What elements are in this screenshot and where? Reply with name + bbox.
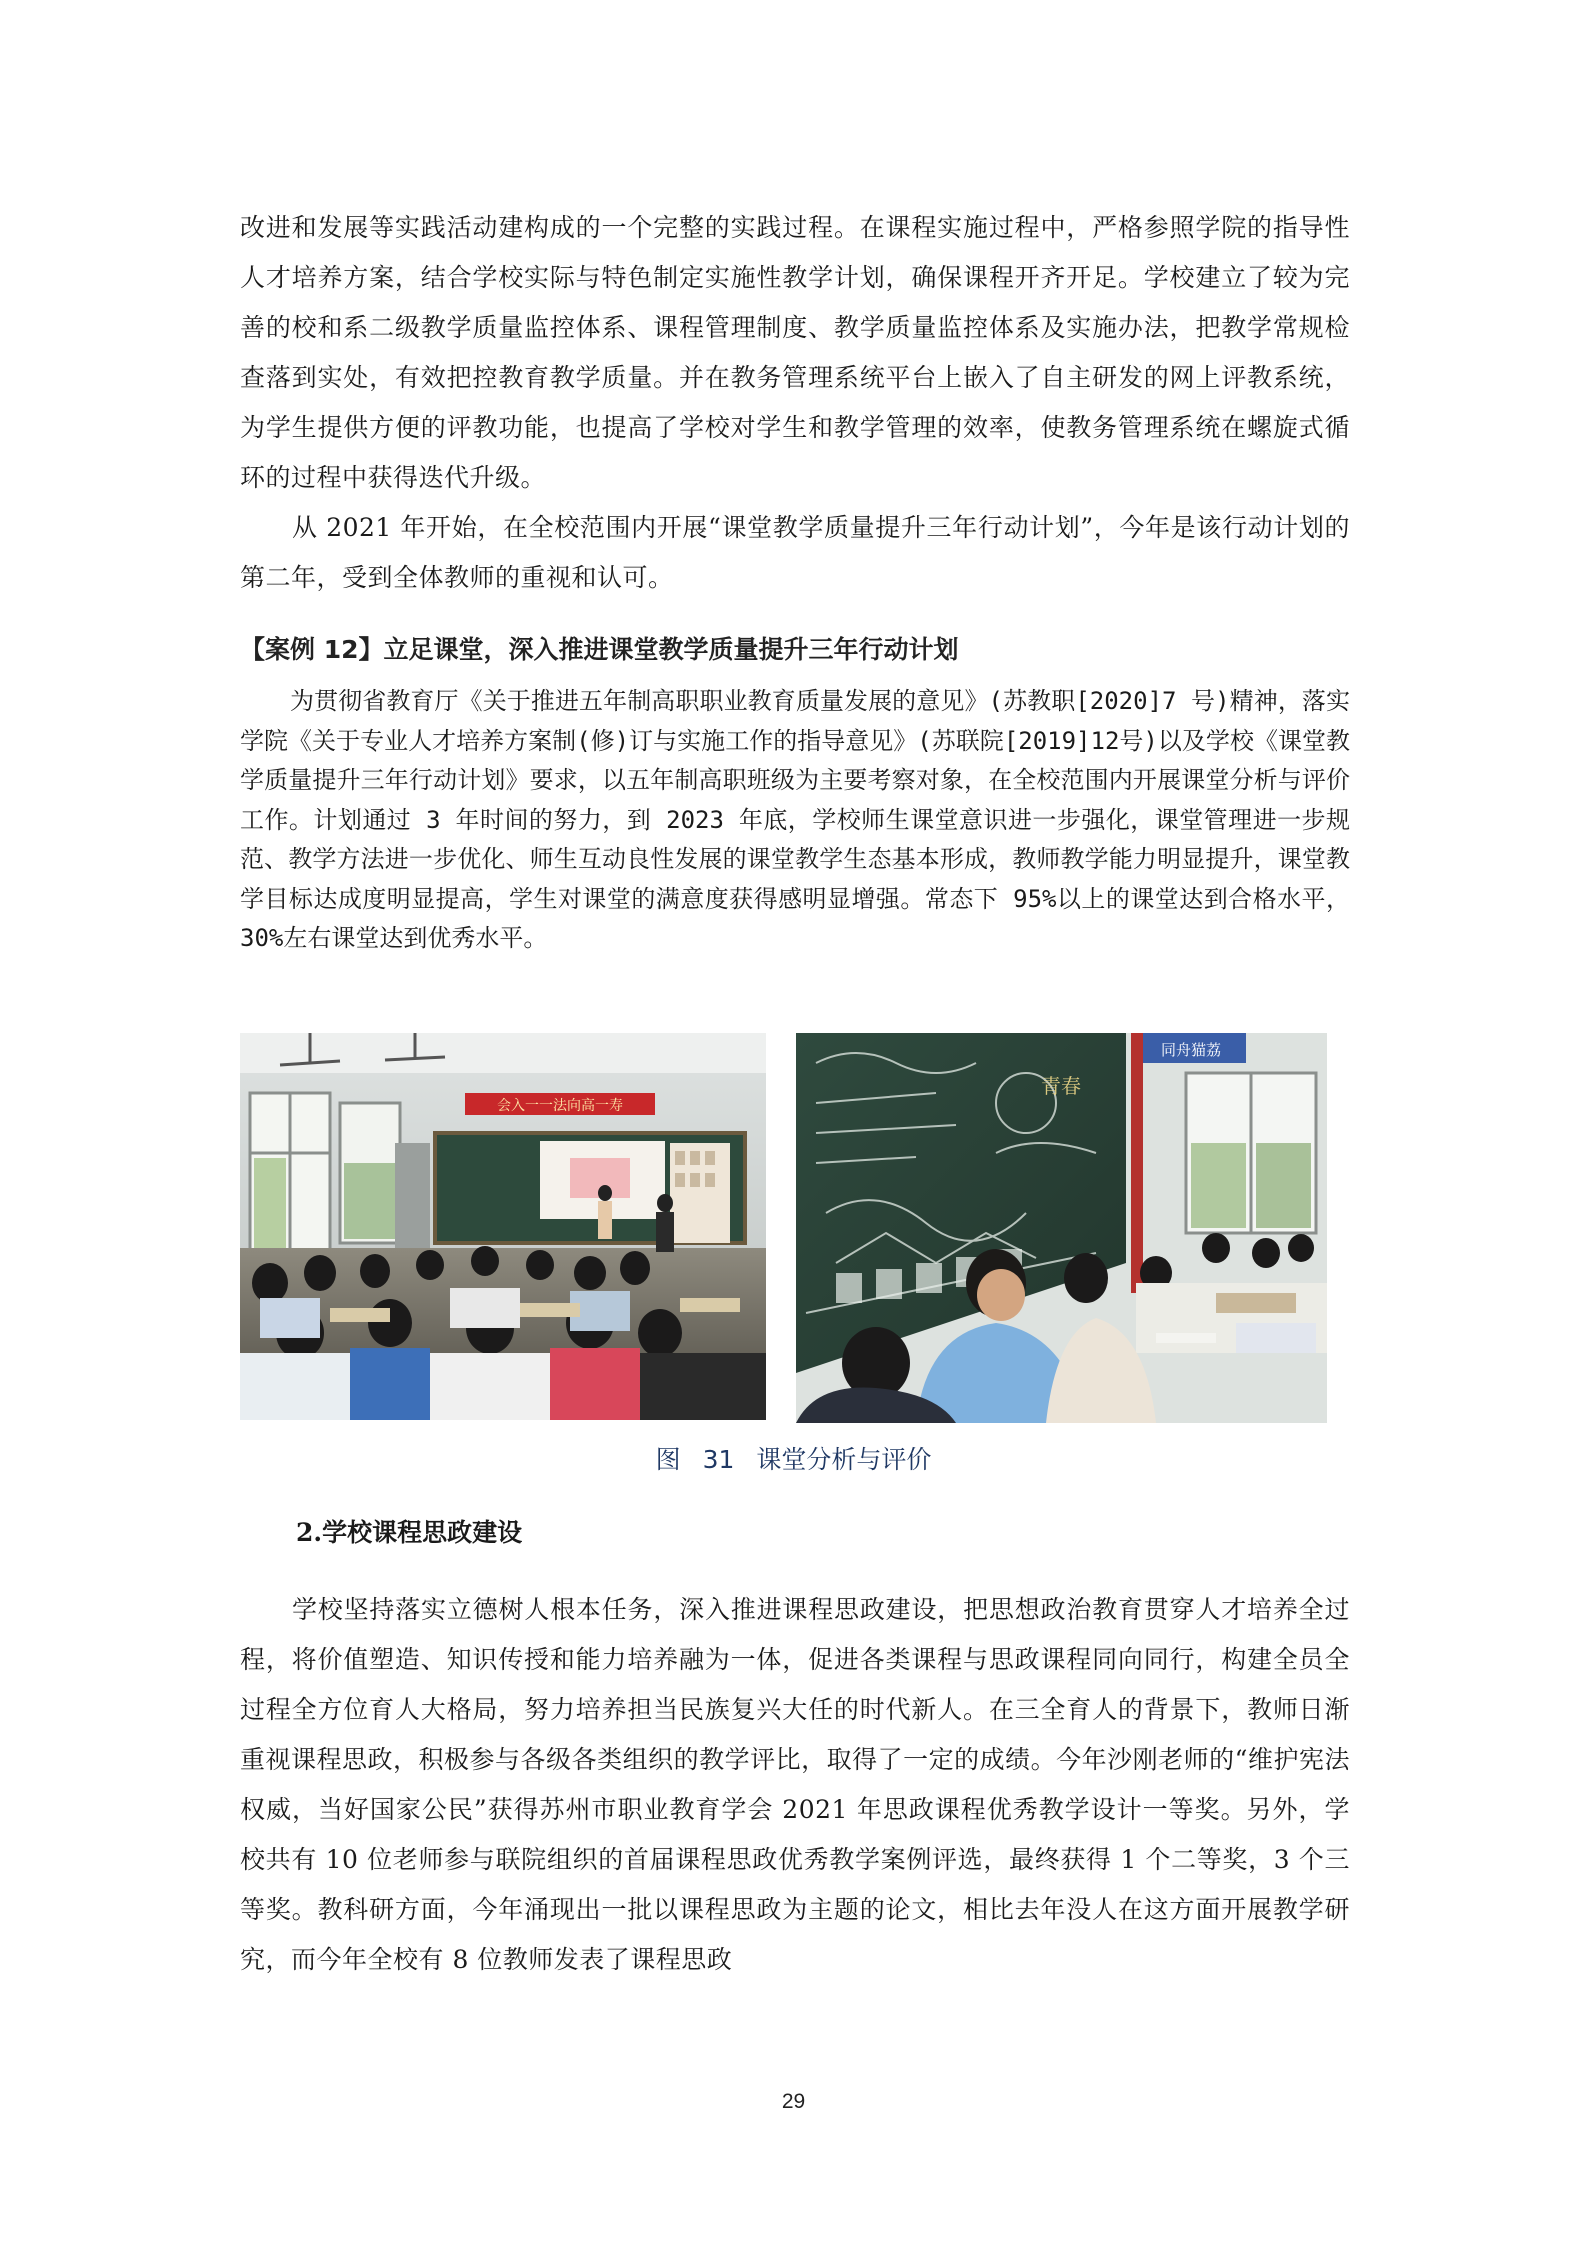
page-number: 29 — [781, 2090, 806, 2113]
paragraph-quality-monitoring: 改进和发展等实践活动建构成的一个完整的实践过程。在课程实施过程中，严格参照学院的指导性人才培养方案，结合学校实际与特色制定实施性教学计划，确保课程开齐开足。学校建立了较为完善的校和系二级教学质量监控体系、课程管理制度、教学质量监控体系及实施办法，把教学常规检查落到实处，有效把控教育教学质量。并在教务管理系统平台上嵌入了自主研发的网上评教系统，为学生提供方便的评教功能，也提高了学校对学生和教学管理的效率，使教务管理系统在螺旋式循环的过程中获得迭代升级。 — [240, 213, 1350, 492]
section-text-block — [240, 1585, 1350, 1985]
classroom-photo-right — [796, 1033, 1327, 1423]
section-heading: 2.学校课程思政建设 — [296, 1518, 523, 1547]
paragraph-three-year-plan: 从 2021 年开始，在全校范围内开展“课堂教学质量提升三年行动计划”，今年是该行动计划的第二年，受到全体教师的重视和认可。 — [240, 513, 1350, 592]
case-12-title: 【案例 12】立足课堂，深入推进课堂教学质量提升三年行动计划 — [240, 635, 959, 664]
classroom-photo-left — [240, 1033, 766, 1420]
paragraph-ideological-courses: 学校坚持落实立德树人根本任务，深入推进课程思政建设，把思想政治教育贯穿人才培养全过程，将价值塑造、知识传授和能力培养融为一体，促进各类课程与思政课程同向同行，构建全员全过程全方位育人大格局，努力培养担当民族复兴大任的时代新人。在三全育人的背景下，教师日渐重视课程思政，积极参与各级各类组织的教学评比，取得了一定的成绩。今年沙刚老师的“维护宪法权威，当好国家公民”获得苏州市职业教育学会 2021 年思政课程优秀教学设计一等奖。另外，学校共有 10 位老师参与联院组织的首届课程思政优秀教学案例评选，最终获得 1 个二等奖，3 个三等奖。教科研方面，今年涌现出一批以课程思政为主题的论文，相比去年没人在这方面开展教学研究，而今年全校有 8 位教师发表了课程思政 — [240, 1595, 1350, 1974]
figure-caption: 图 31 课堂分析与评价 — [655, 1445, 932, 1474]
case-12-body: 为贯彻省教育厅《关于推进五年制高职职业教育质量发展的意见》(苏教职[2020]7 号)精神，落实学院《关于专业人才培养方案制(修)订与实施工作的指导意见》(苏联院[2019]12号)以及学校《课堂教学质量提升三年行动计划》要求，以五年制高职班级为主要考察对象，在全校范围内开展课堂分析与评价工作。计划通过 3 年时间的努力，到 2023 年底，学校师生课堂意识进一步强化，课堂管理进一步规范、教学方法进一步优化、师生互动良性发展的课堂教学生态基本形成，教师教学能力明显提升，课堂教学目标达成度明显提高，学生对课堂的满意度获得感明显增强。常态下 95%以上的课堂达到合格水平，30%左右课堂达到优秀水平。 — [240, 687, 1350, 952]
left-photo-banner: 会入一一法向高一寿 — [497, 1098, 623, 1114]
svg-text:青春: 青春 — [1041, 1074, 1081, 1098]
intro-text-block — [240, 203, 1350, 603]
classroom-blackboard-photo-icon — [796, 1033, 1327, 1423]
right-photo-banner: 同舟猫荔 — [1160, 1041, 1222, 1059]
classroom-photo-icon — [240, 1033, 766, 1420]
